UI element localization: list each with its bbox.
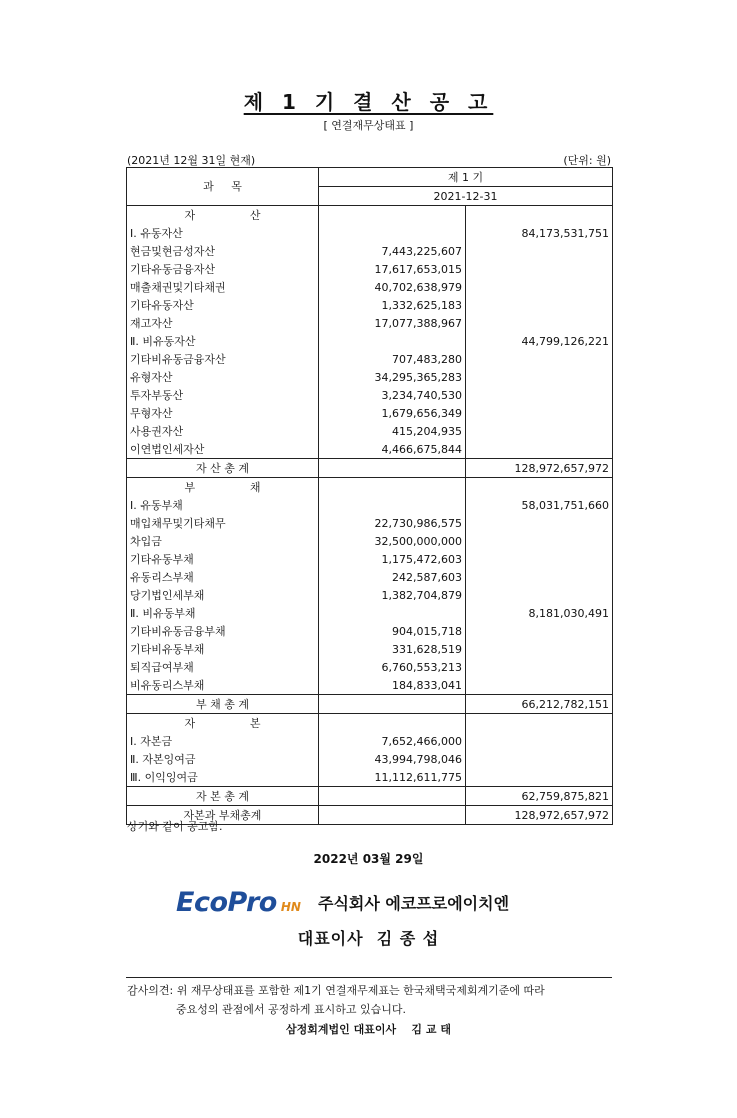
detail-amount xyxy=(319,604,466,622)
table-row xyxy=(127,314,613,332)
detail-amount: 1,175,472,603 xyxy=(319,550,466,568)
subtotal-amount xyxy=(466,568,613,586)
table-row xyxy=(127,386,613,404)
detail-amount: 707,483,280 xyxy=(319,350,466,368)
table-row xyxy=(127,278,613,296)
subtotal-amount: 84,173,531,751 xyxy=(466,224,613,242)
balance-sheet-table xyxy=(126,167,613,825)
liabilities-total-row-label: 부 채 총 계 xyxy=(127,695,319,714)
notice-title: 제 1 기 결 산 공 고 xyxy=(243,90,494,114)
account-label: Ⅰ. 유동부채 xyxy=(127,496,319,514)
account-label: 차입금 xyxy=(127,532,319,550)
subtotal-amount xyxy=(466,278,613,296)
detail-amount: 3,234,740,530 xyxy=(319,386,466,404)
grand-total-row-label: 자본과 부채총계 xyxy=(127,806,319,825)
table-row xyxy=(127,640,613,658)
table-row xyxy=(127,260,613,278)
detail-amount: 34,295,365,283 xyxy=(319,368,466,386)
detail-amount: 40,702,638,979 xyxy=(319,278,466,296)
account-label: 매출채권및기타채권 xyxy=(127,278,319,296)
table-row xyxy=(127,368,613,386)
account-label: 재고자산 xyxy=(127,314,319,332)
subtotal-amount xyxy=(466,732,613,750)
auditor-signature: 삼정회계법인 대표이사 김 교 태 xyxy=(286,1023,451,1036)
table-row xyxy=(127,768,613,787)
empty-cell xyxy=(319,206,466,225)
empty-cell xyxy=(466,206,613,225)
section-heading-char: 본 xyxy=(249,716,261,730)
ecopro-hn-logo xyxy=(176,884,301,918)
footnote: 상기와 같이 공고함. xyxy=(127,820,223,833)
equity-total-row-label: 자 본 총 계 xyxy=(127,787,319,806)
subtotal-amount xyxy=(466,440,613,459)
account-label: Ⅱ. 비유동부채 xyxy=(127,604,319,622)
detail-amount: 22,730,986,575 xyxy=(319,514,466,532)
table-row xyxy=(127,750,613,768)
table-row xyxy=(127,496,613,514)
table-row xyxy=(127,440,613,459)
empty-cell xyxy=(319,459,466,478)
table-row xyxy=(127,550,613,568)
subtotal-amount xyxy=(466,768,613,787)
table-row xyxy=(127,296,613,314)
account-label: Ⅰ. 유동자산 xyxy=(127,224,319,242)
table-row xyxy=(127,622,613,640)
subtotal-amount xyxy=(466,586,613,604)
subtotal-amount xyxy=(466,422,613,440)
as-of-date: (2021년 12월 31일 현재) xyxy=(127,154,256,167)
detail-amount: 11,112,611,775 xyxy=(319,768,466,787)
subtotal-amount xyxy=(466,676,613,695)
table-row xyxy=(127,604,613,622)
detail-amount: 1,332,625,183 xyxy=(319,296,466,314)
equity-total-row-amount: 62,759,875,821 xyxy=(466,787,613,806)
section-heading-char: 부 xyxy=(184,480,196,494)
account-label: 무형자산 xyxy=(127,404,319,422)
detail-amount: 415,204,935 xyxy=(319,422,466,440)
account-label: 기타유동부채 xyxy=(127,550,319,568)
logo-hn-mark: HN xyxy=(280,900,301,914)
account-label: 비유동리스부채 xyxy=(127,676,319,695)
statement-subtitle: [ 연결재무상태표 ] xyxy=(323,119,414,132)
equity-total-row xyxy=(127,787,613,806)
account-label: 유동리스부채 xyxy=(127,568,319,586)
header-period: 제 1 기 xyxy=(319,168,613,187)
logo-wordmark: EcoPro xyxy=(176,887,277,918)
detail-amount xyxy=(319,332,466,350)
account-label: 퇴직급여부채 xyxy=(127,658,319,676)
detail-amount: 184,833,041 xyxy=(319,676,466,695)
account-label: 기타비유동부채 xyxy=(127,640,319,658)
detail-amount: 17,617,653,015 xyxy=(319,260,466,278)
subtotal-amount xyxy=(466,404,613,422)
subtotal-amount xyxy=(466,296,613,314)
subtotal-amount xyxy=(466,260,613,278)
section-heading xyxy=(127,714,319,733)
company-name: 주식회사 에코프로에이치엔 xyxy=(318,894,510,913)
section-heading-row xyxy=(127,206,613,225)
subtotal-amount xyxy=(466,386,613,404)
section-heading-row xyxy=(127,478,613,497)
detail-amount: 904,015,718 xyxy=(319,622,466,640)
detail-amount: 6,760,553,213 xyxy=(319,658,466,676)
subtotal-amount xyxy=(466,550,613,568)
subtotal-amount: 44,799,126,221 xyxy=(466,332,613,350)
empty-cell xyxy=(319,787,466,806)
subtotal-amount xyxy=(466,314,613,332)
subtotal-amount xyxy=(466,750,613,768)
table-row xyxy=(127,586,613,604)
subtotal-amount xyxy=(466,368,613,386)
account-label: 사용권자산 xyxy=(127,422,319,440)
section-heading-char: 자 xyxy=(184,208,196,222)
detail-amount xyxy=(319,224,466,242)
section-heading-row xyxy=(127,714,613,733)
divider xyxy=(126,977,612,978)
account-label: 이연법인세자산 xyxy=(127,440,319,459)
table-row xyxy=(127,732,613,750)
table-row xyxy=(127,676,613,695)
account-label: Ⅱ. 자본잉여금 xyxy=(127,750,319,768)
subtotal-amount xyxy=(466,622,613,640)
account-label: 기타비유동금융부채 xyxy=(127,622,319,640)
liabilities-total-row-amount: 66,212,782,151 xyxy=(466,695,613,714)
account-label: 기타유동자산 xyxy=(127,296,319,314)
account-label: Ⅱ. 비유동자산 xyxy=(127,332,319,350)
table-row xyxy=(127,224,613,242)
ceo-name: 대표이사 김 종 섭 xyxy=(297,929,440,948)
subtotal-amount xyxy=(466,514,613,532)
detail-amount xyxy=(319,496,466,514)
currency-unit: (단위: 원) xyxy=(563,154,611,167)
audit-opinion-line1: 감사의견: 위 재무상태표를 포함한 제1기 연결재무제표는 한국채택국제회계기준에 따라 xyxy=(127,984,545,997)
empty-cell xyxy=(319,806,466,825)
header-date: 2021-12-31 xyxy=(319,187,613,206)
subtotal-amount xyxy=(466,532,613,550)
account-label: 기타유동금융자산 xyxy=(127,260,319,278)
detail-amount: 4,466,675,844 xyxy=(319,440,466,459)
table-row xyxy=(127,332,613,350)
table-row xyxy=(127,350,613,368)
section-heading-char: 산 xyxy=(249,208,261,222)
grand-total-row-amount: 128,972,657,972 xyxy=(466,806,613,825)
table-row xyxy=(127,422,613,440)
audit-opinion-line2: 중요성의 관점에서 공정하게 표시하고 있습니다. xyxy=(176,1003,407,1016)
account-label: 유형자산 xyxy=(127,368,319,386)
section-heading-char: 자 xyxy=(184,716,196,730)
account-label: Ⅲ. 이익잉여금 xyxy=(127,768,319,787)
account-label: 기타비유동금융자산 xyxy=(127,350,319,368)
table-row xyxy=(127,404,613,422)
table-row xyxy=(127,658,613,676)
subtotal-amount: 58,031,751,660 xyxy=(466,496,613,514)
account-label: 현금및현금성자산 xyxy=(127,242,319,260)
account-label: 매입채무및기타채무 xyxy=(127,514,319,532)
subtotal-amount xyxy=(466,640,613,658)
detail-amount: 7,443,225,607 xyxy=(319,242,466,260)
account-label: 당기법인세부채 xyxy=(127,586,319,604)
section-heading xyxy=(127,206,319,225)
notice-date: 2022년 03월 29일 xyxy=(313,852,424,866)
empty-cell xyxy=(466,478,613,497)
table-row xyxy=(127,532,613,550)
detail-amount: 43,994,798,046 xyxy=(319,750,466,768)
assets-total-row-label: 자 산 총 계 xyxy=(127,459,319,478)
detail-amount: 17,077,388,967 xyxy=(319,314,466,332)
assets-total-row-amount: 128,972,657,972 xyxy=(466,459,613,478)
subtotal-amount xyxy=(466,658,613,676)
table-row xyxy=(127,568,613,586)
empty-cell xyxy=(319,714,466,733)
empty-cell xyxy=(466,714,613,733)
detail-amount: 1,382,704,879 xyxy=(319,586,466,604)
detail-amount: 242,587,603 xyxy=(319,568,466,586)
section-heading xyxy=(127,478,319,497)
detail-amount: 331,628,519 xyxy=(319,640,466,658)
empty-cell xyxy=(319,478,466,497)
account-label: Ⅰ. 자본금 xyxy=(127,732,319,750)
detail-amount: 1,679,656,349 xyxy=(319,404,466,422)
table-row xyxy=(127,242,613,260)
detail-amount: 32,500,000,000 xyxy=(319,532,466,550)
assets-total-row xyxy=(127,459,613,478)
liabilities-total-row xyxy=(127,695,613,714)
table-row xyxy=(127,514,613,532)
account-label: 투자부동산 xyxy=(127,386,319,404)
subtotal-amount xyxy=(466,242,613,260)
header-account: 과 목 xyxy=(127,168,319,206)
subtotal-amount xyxy=(466,350,613,368)
empty-cell xyxy=(319,695,466,714)
subtotal-amount: 8,181,030,491 xyxy=(466,604,613,622)
detail-amount: 7,652,466,000 xyxy=(319,732,466,750)
section-heading-char: 채 xyxy=(249,480,261,494)
